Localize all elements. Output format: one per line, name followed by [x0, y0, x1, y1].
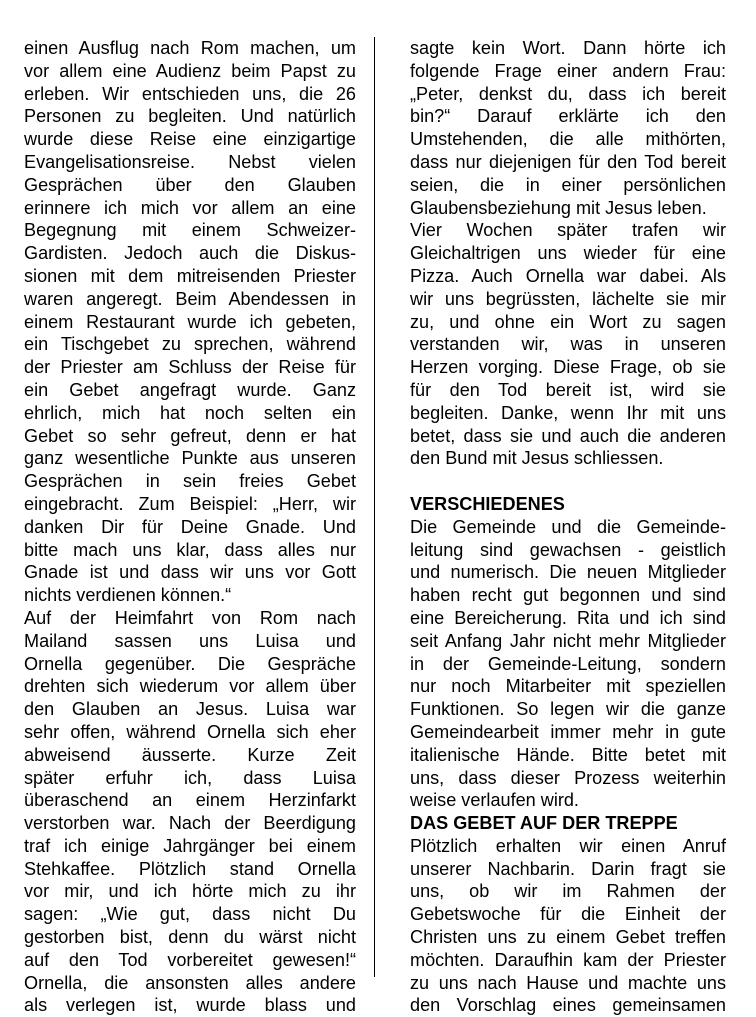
- text-line: vor allem eine Audienz beim Papst zu: [24, 60, 356, 81]
- text-line: leitung sind gewachsen - geistlich: [410, 539, 726, 560]
- text-line: Ornella, die ansonsten alles andere: [24, 972, 356, 993]
- text-line: Gesprächen in sein freies Gebet: [24, 471, 356, 492]
- text-line: ein Gebet angefragt wurde. Ganz: [24, 379, 356, 400]
- text-line: einem Restaurant wurde ich gebeten,: [24, 311, 356, 332]
- text-line: vor mir, und ich hörte mich zu ihr: [24, 881, 356, 902]
- text-line: Herzen vorging. Diese Frage, ob sie: [410, 357, 726, 378]
- text-line: dass nur diejenigen für den Tod bereit: [410, 151, 726, 172]
- text-line: Christen uns zu einem Gebet treffen: [410, 927, 726, 948]
- text-line: Glaubensbeziehung mit Jesus leben.: [410, 197, 707, 218]
- text-line: Stehkaffee. Plötzlich stand Ornella: [24, 858, 356, 879]
- text-line: Gleichaltrigen uns wieder für eine: [410, 243, 726, 264]
- text-line: unserer Nachbarin. Darin fragt sie: [410, 858, 726, 879]
- text-line: verstorben war. Nach der Beerdigung: [24, 813, 356, 834]
- text-line: traf ich einige Jahrgänger bei einem: [24, 835, 356, 856]
- text-line: ein Tischgebet zu sprechen, während: [24, 334, 356, 355]
- section-heading: VERSCHIEDENES: [410, 493, 565, 514]
- text-line: waren angeregt. Beim Abendessen in: [24, 288, 356, 309]
- text-line: bitte mach uns klar, dass alles nur: [24, 539, 356, 560]
- text-line: Gemeindearbeit immer mehr in gute: [410, 721, 726, 742]
- text-line: zu, und ohne ein Wort zu sagen: [410, 311, 726, 332]
- text-line: abweisend äusserte. Kurze Zeit: [24, 744, 356, 765]
- text-line: nichts verdienen können.“: [24, 585, 232, 606]
- text-line: Funktionen. So legen wir die ganze: [410, 699, 726, 720]
- text-line: Umstehenden, die alle mithörten,: [410, 129, 726, 150]
- text-line: betet, dass sie und auch die anderen: [410, 425, 726, 446]
- text-line: bin?“ Darauf erklärte ich den: [410, 106, 726, 127]
- section-heading: DAS GEBET AUF DER TREPPE: [410, 813, 678, 834]
- text-line: sagen: „Wie gut, dass nicht Du: [24, 904, 356, 925]
- text-line: haben recht gut begonnen und sind: [410, 585, 726, 606]
- text-line: eine Bereicherung. Rita und ich sind: [410, 607, 726, 628]
- text-line: begleiten. Danke, wenn Ihr mit uns: [410, 402, 726, 423]
- text-line: einen Ausflug nach Rom machen, um: [24, 38, 356, 58]
- text-line: als verlegen ist, wurde blass und: [24, 995, 356, 1016]
- text-line: Begegnung mit einem Schweizer-: [24, 220, 356, 241]
- text-line: der Priester am Schluss der Reise für: [24, 357, 356, 378]
- text-line: Gebet so sehr gefreut, denn er hat: [24, 425, 356, 446]
- text-line: wir uns begrüssten, lächelte sie mir: [410, 288, 726, 309]
- text-line: „Peter, denkst du, dass ich bereit: [410, 83, 726, 104]
- text-line: sagte kein Wort. Dann hörte ich: [410, 38, 726, 58]
- text-line: seien, die in einer persönlichen: [410, 174, 726, 195]
- text-line: Ornella gegenüber. Die Gespräche: [24, 653, 356, 674]
- text-line: Gesprächen über den Glauben: [24, 174, 356, 195]
- text-line: gestorben bist, denn du wärst nicht: [24, 927, 356, 948]
- text-line: den Vorschlag eines gemeinsamen: [410, 995, 726, 1016]
- text-line: Die Gemeinde und die Gemeinde-: [410, 516, 726, 537]
- text-line: Gnade ist und dass wir uns vor Gott: [24, 562, 356, 583]
- text-line: italienische Hände. Bitte betet mit: [410, 744, 726, 765]
- text-line: auf den Tod vorbereitet gewesen!“: [24, 949, 356, 970]
- column-divider: [374, 37, 375, 977]
- text-line: erinnere ich mich vor allem an eine: [24, 197, 356, 218]
- text-line: später erfuhr ich, dass Luisa: [24, 767, 356, 788]
- text-line: verstanden wir, was in unseren: [410, 334, 726, 355]
- text-line: sionen mit dem mitreisenden Priester: [24, 265, 356, 286]
- text-line: sehr offen, während Ornella sich eher: [24, 721, 356, 742]
- left-text-column: [24, 37, 356, 1017]
- text-line: den Bund mit Jesus schliessen.: [410, 448, 664, 469]
- text-line: Plötzlich erhalten wir einen Anruf: [410, 835, 726, 856]
- text-line: folgende Frage einer andern Frau:: [410, 60, 726, 81]
- text-line: erleben. Wir entschieden uns, die 26: [24, 83, 356, 104]
- text-line: wurde diese Reise eine einzigartige: [24, 129, 356, 150]
- text-line: Gebetswoche für die Einheit der: [410, 904, 726, 925]
- text-line: Evangelisationsreise. Nebst vielen: [24, 151, 356, 172]
- text-line: ehrlich, mich hat noch selten ein: [24, 402, 356, 423]
- text-line: und numerisch. Die neuen Mitglieder: [410, 562, 726, 583]
- text-line: seit Anfang Jahr nicht mehr Mitglieder: [410, 630, 726, 651]
- text-line: Auf der Heimfahrt von Rom nach: [24, 607, 356, 628]
- text-line: ganz wesentliche Punkte aus unseren: [24, 448, 356, 469]
- text-line: zu uns nach Hause und machte uns: [410, 972, 726, 993]
- text-line: drehten sich wiederum vor allem über: [24, 676, 356, 697]
- text-line: den Glauben an Jesus. Luisa war: [24, 699, 356, 720]
- right-text-column: [410, 37, 726, 1017]
- text-line: Personen zu begleiten. Und natürlich: [24, 106, 356, 127]
- text-line: uns, dass dieser Prozess weiterhin: [410, 767, 726, 788]
- paragraph-gap: [410, 470, 726, 493]
- text-line: in der Gemeinde-Leitung, sondern: [410, 653, 726, 674]
- text-line: für den Tod bereit ist, wird sie: [410, 379, 726, 400]
- text-line: möchten. Daraufhin kam der Priester: [410, 949, 726, 970]
- text-line: Gardisten. Jedoch auch die Diskus-: [24, 243, 356, 264]
- text-line: Pizza. Auch Ornella war dabei. Als: [410, 265, 726, 286]
- text-line: Vier Wochen später trafen wir: [410, 220, 726, 241]
- text-line: nur noch Mitarbeiter mit speziellen: [410, 676, 726, 697]
- text-line: eingebracht. Zum Beispiel: „Herr, wir: [24, 493, 356, 514]
- text-line: überaschend an einem Herzinfarkt: [24, 790, 356, 811]
- text-line: danken Dir für Deine Gnade. Und: [24, 516, 356, 537]
- text-line: uns, ob wir im Rahmen der: [410, 881, 726, 902]
- text-line: Mailand sassen uns Luisa und: [24, 630, 356, 651]
- text-line: weise verlaufen wird.: [410, 790, 579, 811]
